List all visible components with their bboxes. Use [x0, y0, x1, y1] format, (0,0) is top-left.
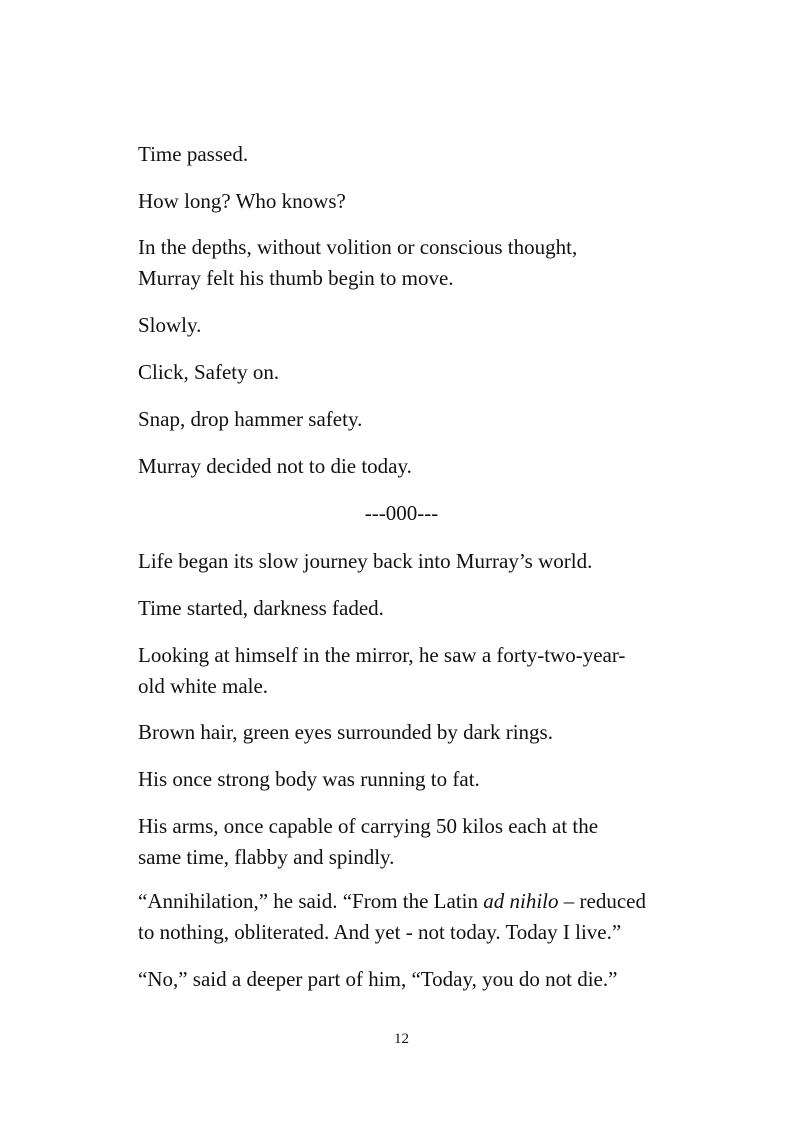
- scene-break: ---000---: [364, 501, 439, 525]
- text-line: Looking at himself in the mirror, he saw a forty-two-year-: [138, 643, 626, 667]
- text-line: How long? Who knows?: [138, 189, 346, 213]
- paragraph: [138, 404, 678, 435]
- text-line: Murray decided not to die today.: [138, 454, 412, 478]
- page-number: 12: [394, 1031, 409, 1047]
- text-line: Murray felt his thumb begin to move.: [138, 266, 454, 290]
- paragraph: [138, 964, 678, 995]
- paragraph: [138, 811, 678, 873]
- paragraph: [138, 717, 678, 748]
- text-line: Life began its slow journey back into Murray’s world.: [138, 549, 593, 573]
- paragraph: [138, 186, 678, 217]
- paragraph: [138, 310, 678, 341]
- paragraph: [138, 886, 678, 948]
- text-line: His once strong body was running to fat.: [138, 767, 480, 791]
- text-line: Brown hair, green eyes surrounded by dark rings.: [138, 720, 553, 744]
- paragraph: [138, 764, 678, 795]
- paragraph: [138, 139, 678, 170]
- text-line: Time passed.: [138, 142, 249, 166]
- paragraph: [138, 232, 678, 294]
- paragraph: [138, 546, 678, 577]
- paragraph: [138, 640, 678, 702]
- text-line: to nothing, obliterated. And yet - not today. Today I live.”: [138, 920, 622, 944]
- text-line: In the depths, without volition or conscious thought,: [138, 235, 578, 259]
- text-line: Slowly.: [138, 313, 202, 337]
- text-line: “No,” said a deeper part of him, “Today, you do not die.”: [138, 967, 618, 991]
- text-line: Time started, darkness faded.: [138, 596, 384, 620]
- text-line: same time, flabby and spindly.: [138, 845, 395, 869]
- text-line: His arms, once capable of carrying 50 kilos each at the: [138, 814, 599, 838]
- paragraph: [138, 451, 678, 482]
- italic-latin-phrase: ad nihilo: [483, 889, 559, 913]
- paragraph: [138, 357, 678, 388]
- text-line: old white male.: [138, 674, 269, 698]
- text-line: Click, Safety on.: [138, 360, 280, 384]
- text-segment: – reduced: [558, 889, 646, 913]
- text-line: [138, 886, 678, 917]
- text-segment: “Annihilation,” he said. “From the Latin: [138, 889, 484, 913]
- paragraph: [138, 593, 678, 624]
- text-line: Snap, drop hammer safety.: [138, 407, 363, 431]
